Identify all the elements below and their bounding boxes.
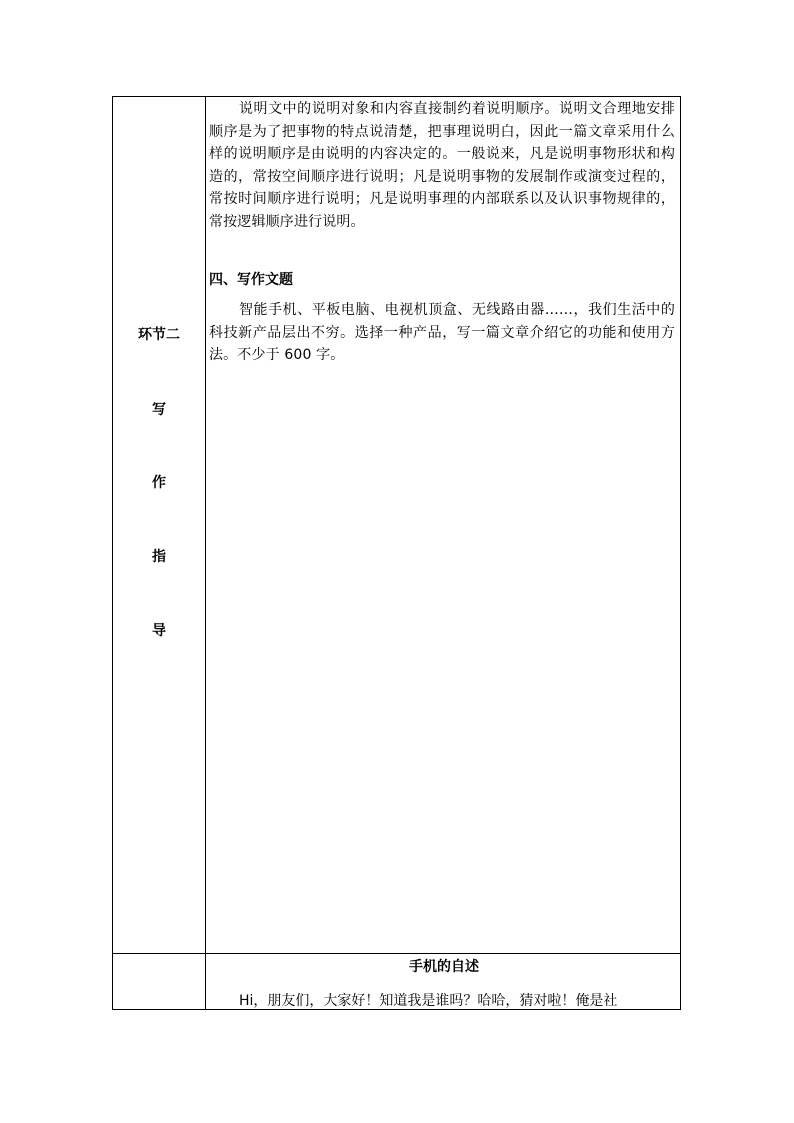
writing-prompt-paragraph: 智能手机、平板电脑、电视机顶盒、无线路由器……，我们生活中的科技新产品层出不穷。选择一种产品，写一篇文章介绍它的功能和使用方法。不少于 600 字。 [209,302,675,364]
section-label-char-4: 导 [152,623,166,639]
section-label-cell [113,97,205,953]
essay-first-line: Hi，朋友们，大家好！知道我是谁吗？哈哈，猜对啦！俺是社 [239,993,618,1009]
section-label-char-3: 指 [152,549,166,565]
lesson-table [112,96,681,1010]
writing-prompt-block [209,299,675,367]
row-divider [113,953,680,954]
column-divider [205,97,206,1009]
section-label-char-2: 作 [152,475,166,491]
section-heading: 四、写作文题 [209,272,293,288]
explanation-paragraph-block [209,98,675,234]
section-label-char-1: 写 [152,402,166,418]
essay-title: 手机的自述 [409,959,479,975]
explanation-paragraph: 说明文中的说明对象和内容直接制约着说明顺序。说明文合理地安排顺序是为了把事物的特点说清楚，把事理说明白，因此一篇文章采用什么样的说明顺序是由说明的内容决定的。一般说来，凡是说明事物形状和构造的，常按空间顺序进行说明；凡是说明事物的发展制作或演变过程的，常按时间顺序进行说明；凡是说明事理的内部联系以及认识事物规律的，常按逻辑顺序进行说明。 [209,101,675,230]
section-label-main: 环节二 [138,327,180,343]
